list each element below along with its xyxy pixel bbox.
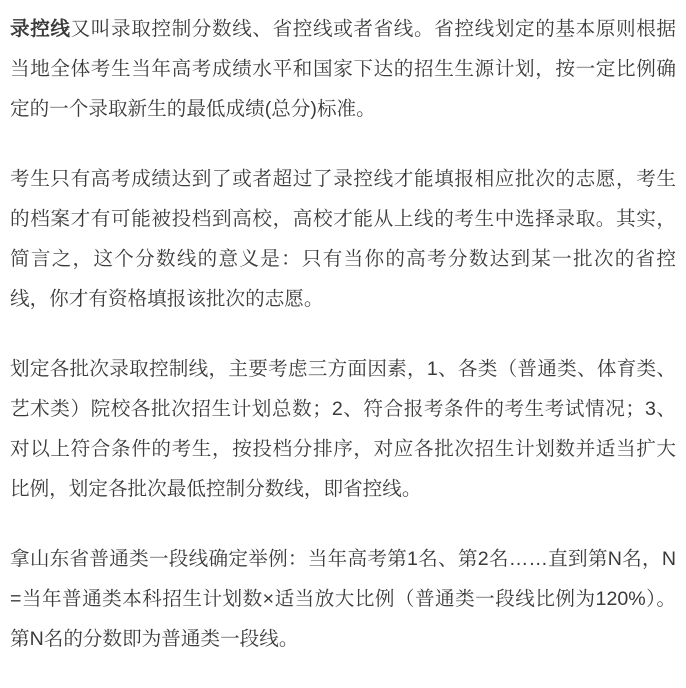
paragraph-definition-text: 又叫录取控制分数线、省控线或者省线。省控线划定的基本原则根据当地全体考生当年高考成绩水平和国家下达的招生生源计划，按一定比例确定的一个录取新生的最低成绩(总分)标准。	[10, 18, 677, 120]
paragraph-meaning	[10, 159, 676, 319]
paragraph-factors-text: 划定各批次录取控制线，主要考虑三方面因素，1、各类（普通类、体育类、艺术类）院校各批次招生计划总数；2、符合报考条件的考生考试情况；3、对以上符合条件的考生，按投档分排序，对应各批次招生计划数并适当扩大比例，划定各批次最低控制分数线，即省控线。	[10, 358, 676, 500]
paragraph-definition	[10, 9, 676, 129]
paragraph-factors	[10, 349, 676, 509]
paragraph-shandong-example-text: 拿山东省普通类一段线确定举例：当年高考第1名、第2名……直到第N名，N=当年普通类本科招生计划数×适当放大比例（普通类一段线比例为120%）。第N名的分数即为普通类一段线。	[10, 548, 676, 650]
bold-term-lukongxian: 录控线	[10, 18, 71, 40]
paragraph-meaning-text: 考生只有高考成绩达到了或者超过了录控线才能填报相应批次的志愿，考生的档案才有可能被投档到高校，高校才能从上线的考生中选择录取。其实，简言之，这个分数线的意义是：只有当你的高考分数达到某一批次的省控线，你才有资格填报该批次的志愿。	[10, 168, 676, 310]
paragraph-shandong-example	[10, 539, 676, 659]
